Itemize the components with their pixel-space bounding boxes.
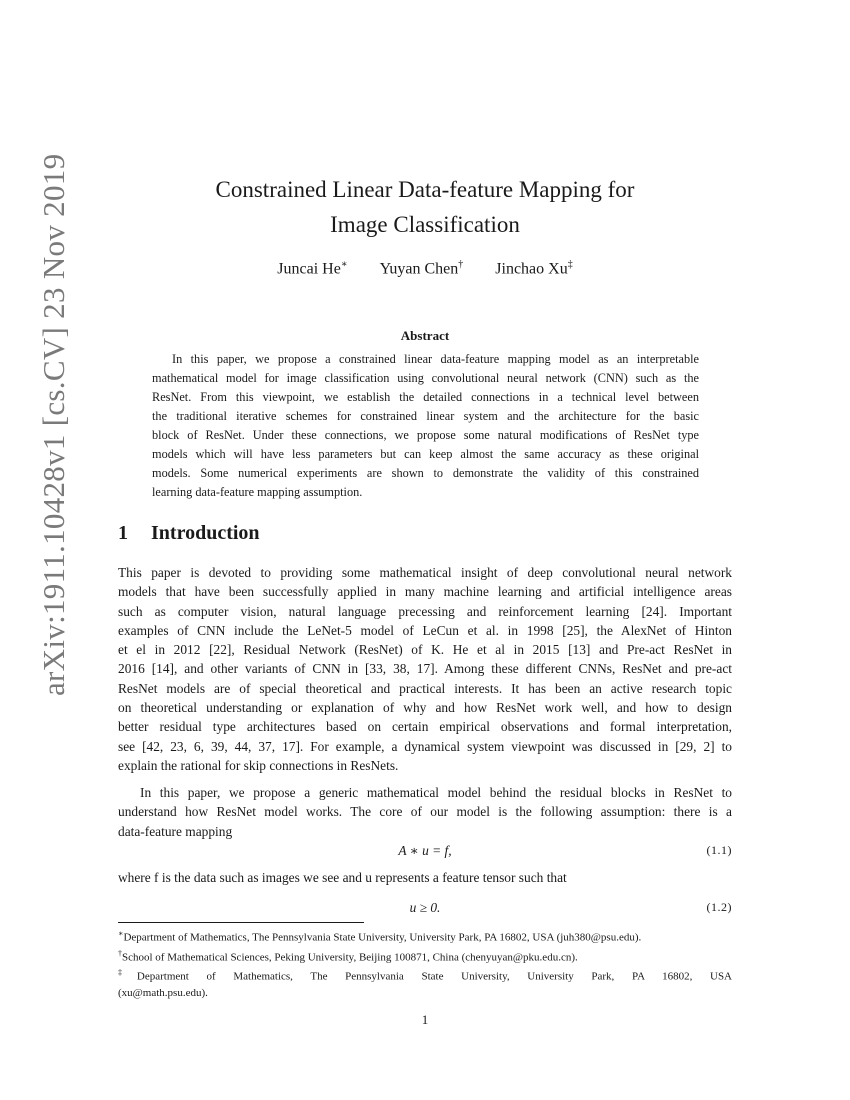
text-line: 2016 [14], and other variants of CNN in [33, 38, 17]. Among these different CNNs, ResNet and pre-act xyxy=(118,661,732,677)
title-line: Image Classification xyxy=(330,212,520,237)
footnote-text: Department of Mathematics, The Pennsylvania State University, University Park, PA 16802, USA (juh380@psu.edu). xyxy=(123,931,642,944)
text-line: ResNet models are of special theoretical and practical interests. It has been an active research topic xyxy=(118,680,732,696)
abstract-line: the traditional iterative schemes for constrained linear system and the architecture for the basic xyxy=(152,409,699,423)
text-line: examples of CNN include the LeNet-5 model of LeCun et al. in 1998 [25], the AlexNet of Hinton xyxy=(118,622,732,638)
abstract-heading: Abstract xyxy=(400,328,450,343)
equation-expression: u ≥ 0. xyxy=(409,900,441,915)
text-line: This paper is devoted to providing some mathematical insight of deep convolutional neural network xyxy=(118,565,732,580)
author xyxy=(380,259,464,278)
equation-number: (1.2) xyxy=(706,900,732,914)
author xyxy=(277,259,347,278)
arxiv-identifier-stamp: arXiv:1911.10428v1 [cs.CV] 23 Nov 2019 xyxy=(36,153,71,696)
abstract-line: mathematical model for image classification using convolutional neural network (CNN) such as the xyxy=(152,371,699,385)
footnote xyxy=(118,946,732,966)
equation-number: (1.1) xyxy=(706,843,732,857)
abstract-body xyxy=(152,350,699,502)
footnote-mark: ‡ xyxy=(118,968,137,978)
abstract-line: block of ResNet. Under these connections, we propose some natural modifications of ResNet type xyxy=(152,428,699,442)
text-line: such as computer vision, natural language precessing and reinforcement learning [24]. Important xyxy=(118,603,732,619)
text-line: models that have been successfully applied in many machine learning and artificial intelligence areas xyxy=(118,584,732,600)
text-line: data-feature mapping xyxy=(118,823,233,839)
abstract-line: learning data-feature mapping assumption. xyxy=(152,485,363,499)
abstract-line: In this paper, we propose a constrained linear data-feature mapping model as an interpretable xyxy=(172,352,699,366)
author-footnote-mark: † xyxy=(458,259,464,270)
footnote-mark: † xyxy=(118,948,122,958)
text-line: on theoretical understanding or explanation of why and how ResNet work well, and how to design xyxy=(118,700,732,716)
text-line: better residual type architectures based on certain empirical observations and formal interpretation, xyxy=(118,719,732,735)
author xyxy=(495,259,572,278)
section-title: Introduction xyxy=(151,522,260,544)
equation-expression: A ∗ u = f, xyxy=(398,843,452,858)
author-footnote-mark: ‡ xyxy=(567,259,573,270)
intro-paragraph-3 xyxy=(118,868,732,887)
paper-title xyxy=(150,172,700,242)
author-list xyxy=(150,259,700,278)
footnote-mark: ∗ xyxy=(118,929,124,938)
footnote-text: School of Mathematical Sciences, Peking University, Beijing 100871, China (chenyuyan@pku.edu.cn). xyxy=(122,951,578,964)
text-line: et el in 2012 [22], Residual Network (ResNet) of K. He et al in 2015 [13] and Pre-act ResNet in xyxy=(118,642,732,658)
intro-paragraph-1 xyxy=(118,563,732,775)
equation-1-2 xyxy=(118,900,732,920)
text-line: where f is the data such as images we see and u represents a feature tensor such that xyxy=(118,870,567,885)
footnote-text: Department of Mathematics, The Pennsylvania State University, University Park, PA 16802, USA xyxy=(136,970,733,983)
abstract-line: models. Some numerical experiments are shown to demonstrate the validity of this constrained xyxy=(152,466,699,480)
abstract-line: models which will have less parameters but can keep almost the same accuracy as these original xyxy=(152,447,699,461)
footnote-continuation: (xu@math.psu.edu). xyxy=(118,986,208,999)
text-line: understand how ResNet model works. The core of our model is the following assumption: there is a xyxy=(118,804,732,820)
footnote xyxy=(118,926,732,946)
footnote xyxy=(118,965,732,985)
author-footnote-mark: ∗ xyxy=(340,259,348,270)
section-heading xyxy=(118,522,260,545)
equation-1-1 xyxy=(118,843,732,863)
page-number: 1 xyxy=(421,1012,429,1027)
author-name: Jinchao Xu xyxy=(495,260,568,278)
text-line: see [42, 23, 6, 39, 44, 37, 17]. For example, a dynamical system viewpoint was discussed in [29, 2] to xyxy=(118,738,732,754)
section-number: 1 xyxy=(118,522,128,544)
title-line: Constrained Linear Data-feature Mapping for xyxy=(215,177,635,202)
text-line: explain the rational for skip connections in ResNets. xyxy=(118,757,399,773)
footnote-separator xyxy=(118,922,364,923)
abstract-line: ResNet. From this viewpoint, we establish the detailed connections in a technical level between xyxy=(152,390,699,404)
footnotes xyxy=(118,926,732,1001)
intro-paragraph-2 xyxy=(118,783,732,841)
author-name: Juncai He xyxy=(277,260,341,278)
text-line: In this paper, we propose a generic mathematical model behind the residual blocks in ResNet to xyxy=(140,785,732,800)
author-name: Yuyan Chen xyxy=(379,260,459,278)
